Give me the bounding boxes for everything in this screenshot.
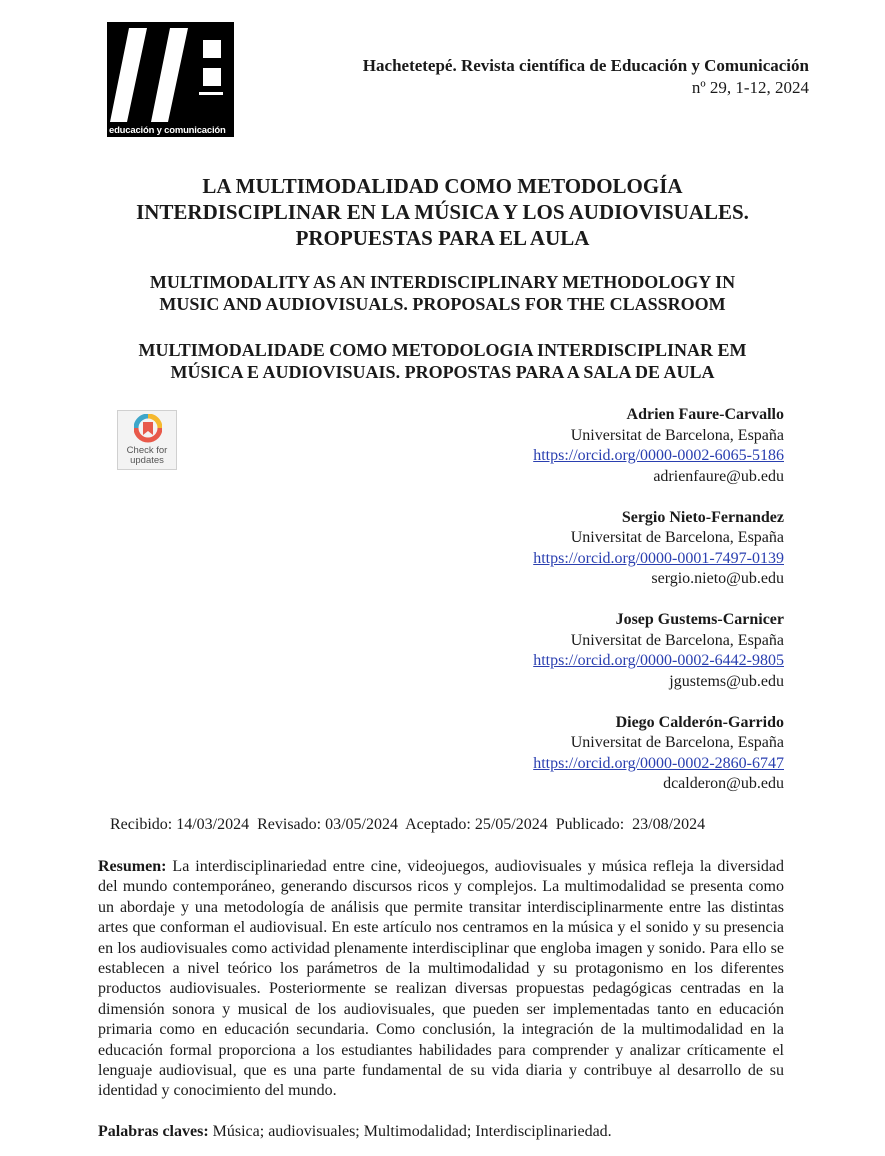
abstract-label: Resumen:: [98, 858, 173, 875]
check-for-updates-icon: [134, 414, 162, 444]
author-name: Adrien Faure-Carvallo: [626, 406, 784, 423]
title-line: MULTIMODALIDADE COMO METODOLOGIA INTERDISCIPLINAR EM: [138, 340, 747, 360]
journal-header: [363, 55, 809, 99]
author-affiliation: Universitat de Barcelona, España: [570, 426, 784, 444]
journal-issue: nº 29, 1-12, 2024: [691, 78, 809, 97]
author-affiliation: Universitat de Barcelona, España: [570, 631, 784, 649]
submission-dates: Recibido: 14/03/2024 Revisado: 03/05/2024 Aceptado: 25/05/2024 Publicado: 23/08/2024: [110, 816, 706, 833]
author-orcid-link[interactable]: https://orcid.org/0000-0002-2860-6747: [533, 754, 784, 772]
keywords: [98, 1122, 612, 1142]
author-block: [533, 713, 784, 795]
author-list: [533, 405, 784, 815]
author-orcid-link[interactable]: https://orcid.org/0000-0001-7497-0139: [533, 549, 784, 567]
journal-logo-icon: [107, 22, 234, 137]
title-line: INTERDISCIPLINAR EN LA MÚSICA Y LOS AUDIOVISUALES.: [136, 200, 749, 224]
title-spanish: [60, 173, 825, 251]
check-for-updates-badge[interactable]: [117, 410, 177, 470]
author-block: [533, 405, 784, 487]
badge-line-1: Check for: [126, 445, 168, 456]
author-name: Josep Gustems-Carnicer: [615, 611, 784, 628]
title-line: MÚSICA E AUDIOVISUAIS. PROPOSTAS PARA A SALA DE AULA: [170, 362, 715, 382]
abstract: [98, 857, 784, 1102]
journal-title: Hachetetepé. Revista científica de Educación y Comunicación: [362, 56, 809, 75]
author-orcid-link[interactable]: https://orcid.org/0000-0002-6442-9805: [533, 652, 784, 669]
author-email: sergio.nieto@ub.edu: [651, 570, 784, 587]
abstract-text: La interdisciplinariedad entre cine, videojuegos, audiovisuales y música refleja la diversidad del mundo contemporáneo, generando discursos ricos y complejos. La multimodalidad se presenta como un abordaje y una metodología de análisis que permite transitar interdisciplinarmente entre las distintas artes que conforman el audiovisual. En este artículo nos centramos en la música y el sonido y su presencia en los audiovisuales como actividad plenamente interdisciplinar que engloba imagen y sonido. Para ello se establecen a nivel teórico los parámetros de la multimodalidad y su protagonismo en los diferentes productos audiovisuales. Posteriormente se realizan diversas propuestas pedagógicas centradas en la dimensión sonora y musical de los audiovisuales, que pueden ser implementadas tanto en educación primaria como en educación secundaria. Como conclusión, la integración de la multimodalidad en la educación formal proporciona a los estudiantes habilidades para comprender y analizar críticamente el lenguaje audiovisual, que es una parte fundamental de su vida diaria y contribuye al desarrollo de su identidad y conocimiento del mundo.: [98, 858, 784, 1100]
author-affiliation: Universitat de Barcelona, España: [570, 529, 784, 546]
title-line: MUSIC AND AUDIOVISUALS. PROPOSALS FOR THE CLASSROOM: [159, 294, 726, 314]
author-name: Diego Calderón-Garrido: [615, 713, 784, 731]
badge-line-2: updates: [130, 455, 164, 466]
journal-logo: [107, 22, 234, 137]
keywords-text: Música; audiovisuales; Multimodalidad; Interdisciplinariedad.: [212, 1123, 612, 1140]
logo-text: educación y comunicación: [109, 125, 226, 136]
author-email: jgustems@ub.edu: [669, 672, 784, 690]
author-email: adrienfaure@ub.edu: [653, 467, 784, 485]
author-orcid-link[interactable]: https://orcid.org/0000-0002-6065-5186: [533, 447, 784, 464]
author-block: [533, 508, 784, 590]
keywords-label: Palabras claves:: [98, 1123, 213, 1140]
title-portuguese: [60, 339, 825, 383]
author-email: dcalderon@ub.edu: [663, 775, 784, 792]
title-line: LA MULTIMODALIDAD COMO METODOLOGÍA: [202, 174, 683, 198]
author-block: [533, 610, 784, 692]
author-name: Sergio Nieto-Fernandez: [621, 508, 784, 526]
check-for-updates-label: [118, 446, 176, 466]
title-line: MULTIMODALITY AS AN INTERDISCIPLINARY METHODOLOGY IN: [149, 272, 736, 292]
title-english: [60, 271, 825, 315]
author-affiliation: Universitat de Barcelona, España: [570, 734, 784, 751]
title-line: PROPUESTAS PARA EL AULA: [295, 226, 590, 250]
